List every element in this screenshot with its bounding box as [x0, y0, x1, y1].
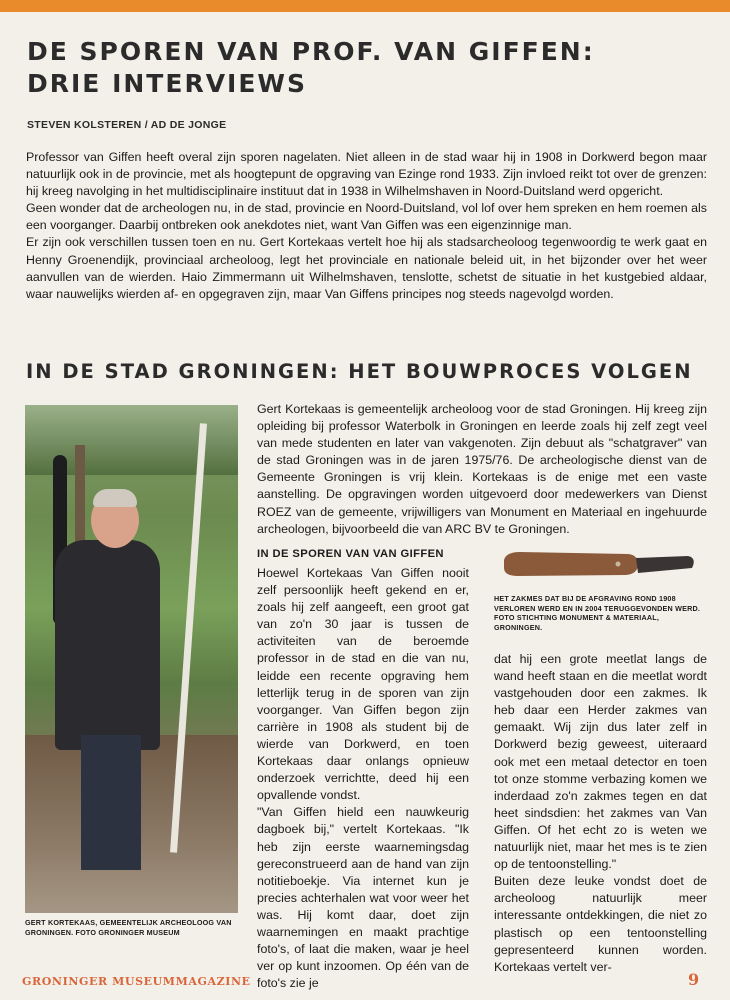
knife-rivet — [616, 562, 621, 567]
photo-person-legs — [81, 735, 141, 870]
photo-person-coat — [55, 540, 160, 750]
page-number: 9 — [688, 970, 700, 989]
section-lead-paragraph: Gert Kortekaas is gemeentelijk archeoloog voor de stad Groningen. Hij kreeg zijn opleiding bij professor Waterbolk in Groningen en leerde zoals hij zelf zegt veel van mede studenten en later van vakgenoten. Zijn debuut als "schatgraver" van de stad Groningen was in de jaren 1975/76. De archeologische dienst van de Gemeente Groningen is vrij klein. Kortekaas is de enige met een vaste aanstelling. De opgravingen worden uitgevoerd door medewerkers van Dienst ROEZ van de gemeente, vrijwilligers van Monument en Materiaal en ingehuurde archeologen, bijvoorbeeld die van ARC BV te Groningen. — [257, 402, 707, 536]
top-accent-bar — [0, 0, 730, 12]
authors-byline: STEVEN KOLSTEREN / AD DE JONGE — [27, 119, 227, 131]
article-title — [27, 36, 707, 100]
column-left — [257, 565, 469, 992]
intro-text — [26, 149, 707, 303]
magazine-name: GRONINGER MUSEUMMAGAZINE — [22, 975, 251, 988]
photo-person-hair — [93, 489, 137, 507]
subheading: IN DE SPOREN VAN VAN GIFFEN — [257, 548, 444, 560]
pocket-knife-photo — [500, 546, 700, 582]
intro-paragraph-2: Geen wonder dat de archeologen nu, in de stad, provincie en Noord-Duitsland, vol lof over hem spreken en hem roemen als een voorganger. Daarbij ontbreken ook anekdotes niet, want Van Giffen was een eigenzinnige man. — [26, 201, 707, 233]
column-left-paragraph-2: "Van Giffen hield een nauwkeurig dagboek bij," vertelt Kortekaas. "Ik heb zijn eerste waarnemingsdag gereconstrueerd aan de hand van zijn notitieboekje. Via internet kun je precies achterhalen wat voor weer het was. Hij komt daar, doet zijn waarnemingen en maakt prachtige foto's, of laat die maken, waar je heel ver op kunt inzoomen. Op één van de foto's zie je — [257, 805, 469, 991]
column-right — [494, 651, 707, 976]
kortekaas-photo — [25, 405, 238, 913]
intro-paragraph-3: Er zijn ook verschillen tussen toen en nu. Gert Kortekaas vertelt hoe hij als stadsarcheoloog tegenwoordig te werk gaat en Henny Groenendijk, provinciaal archeoloog, legt het provinciale en nationale beleid uit, in het bijzonder over het weer aanvullen van de wierden. Haio Zimmermann uit Wilhelmshaven, tenslotte, schetst de situatie in het kustgebied aldaar, waar nauwelijks wierden af- en opgegraven zijn, maar Van Giffens principes nog steeds nagevolgd worden. — [26, 235, 707, 301]
column-right-paragraph-2: Buiten deze leuke vondst doet de archeoloog natuurlijk meer interessante ontdekkingen, die niet zo plastisch op een tentoonstelling gepresenteerd kunnen worden. Kortekaas vertelt ver- — [494, 874, 707, 974]
intro-paragraph-1: Professor van Giffen heeft overal zijn sporen nagelaten. Niet alleen in de stad waar hij in 1908 in Dorkwerd begon maar natuurlijk ook in de provincie, met als hoogtepunt de opgraving van Ezinge rond 1933. Zijn invloed reikt tot over de grenzen: hij kreeg navolging in het multidisciplinaire instituut dat in 1938 in Wilhelmshaven in Noord-Duitsland werd opgericht. — [26, 150, 707, 199]
column-left-paragraph-1: Hoewel Kortekaas Van Giffen nooit zelf persoonlijk heeft gekend en er, zoals hij zelf aangeeft, een groot gat van zo'n 30 jaar is tussen de activiteiten van de beroemde professor in de stad en die van nu, leidde een recente opgraving hem letterlijk terug in de sporen van zijn voorganger. Van Giffen begon zijn carrière in 1908 als student bij de wierde van Dorkwerd, en toen Kortekaas daar onlangs opnieuw onderzoek verrichtte, deed hij een opvallende vondst. — [257, 566, 469, 803]
photo-caption: GERT KORTEKAAS, GEMEENTELIJK ARCHEOLOOG VAN GRONINGEN. FOTO GRONINGER MUSEUM — [25, 918, 232, 937]
section-heading: IN DE STAD GRONINGEN: HET BOUWPROCES VOLGEN — [26, 360, 693, 383]
title-line-1: DE SPOREN VAN PROF. VAN GIFFEN: — [27, 37, 595, 66]
section-lead — [257, 401, 707, 538]
knife-blade — [636, 556, 694, 573]
title-line-2: DRIE INTERVIEWS — [27, 69, 307, 98]
column-right-paragraph-1: dat hij een grote meetlat langs de wand heeft staan en die meetlat wordt vastgehouden door een zakmes. Ik heb daar een Herder zakmes van gemaakt. Wij zijn dus later zelf in Dorkwerd bezig geweest, uiteraard ook met een metaal detector en toen tot onze stomme verbazing komen we inderdaad zo'n zakmes tegen en dat heet sindsdien: het zakmes van Van Giffen. Of het echt zo is weten we natuurlijk niet, maar het mes is te zien op de tentoonstelling." — [494, 652, 707, 872]
knife-caption: HET ZAKMES DAT BIJ DE AFGRAVING ROND 1908 VERLOREN WERD EN IN 2004 TERUGGEVONDEN WERD. FOTO STICHTING MONUMENT & MATERIAAL, GRONINGEN. — [494, 594, 701, 632]
